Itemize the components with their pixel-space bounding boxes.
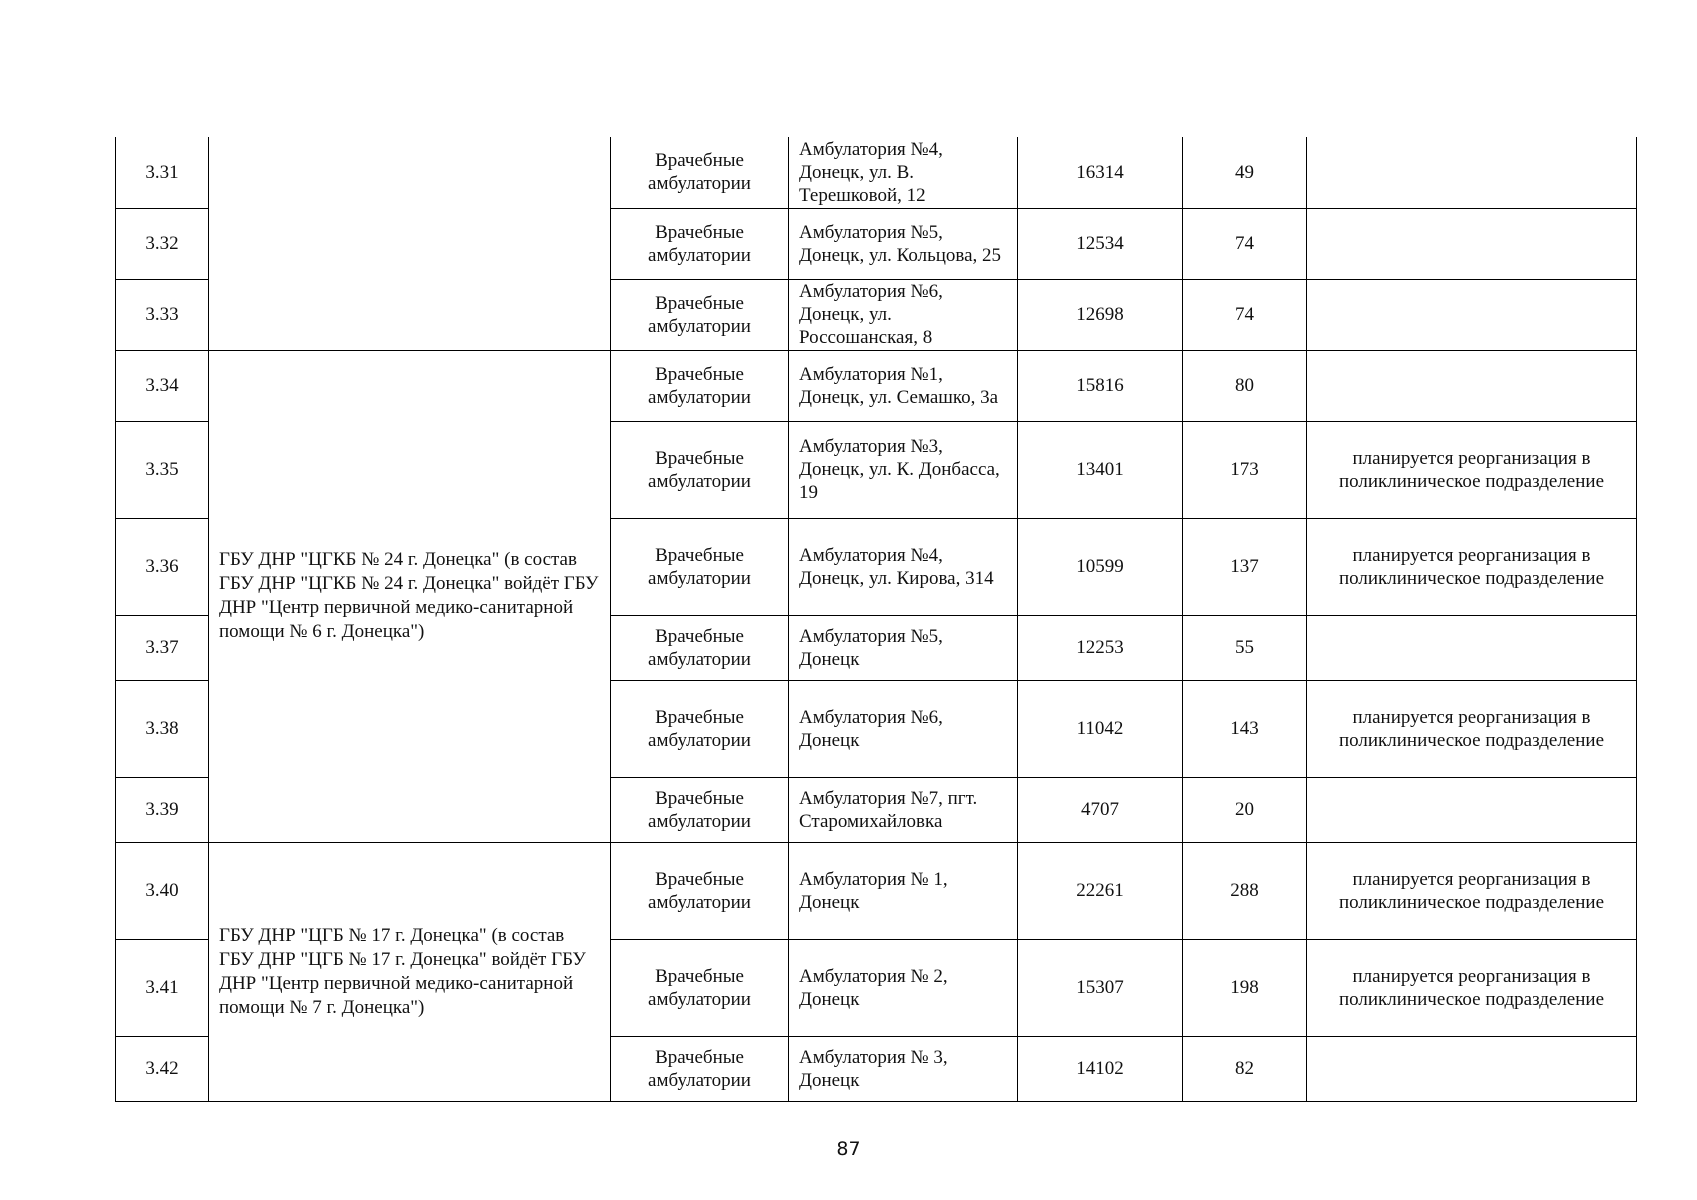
facility-type: Врачебные амбулатории bbox=[611, 1036, 789, 1101]
organization-cell bbox=[209, 137, 611, 350]
row-number: 3.38 bbox=[116, 680, 209, 777]
facility-address: Амбулатория №5, Донецк, ул. Кольцова, 25 bbox=[789, 208, 1018, 279]
visits-value: 49 bbox=[1183, 137, 1307, 208]
note-cell bbox=[1307, 777, 1637, 842]
facility-address: Амбулатория № 2, Донецк bbox=[789, 939, 1018, 1036]
visits-value: 74 bbox=[1183, 279, 1307, 350]
population-value: 11042 bbox=[1018, 680, 1183, 777]
facility-type: Врачебные амбулатории bbox=[611, 680, 789, 777]
table-row bbox=[116, 137, 1637, 208]
note-cell: планируется реорганизация в поликлиническое подразделение bbox=[1307, 842, 1637, 939]
facilities-table bbox=[115, 137, 1637, 1102]
facility-address: Амбулатория №7, пгт. Старомихайловка bbox=[789, 777, 1018, 842]
row-number: 3.32 bbox=[116, 208, 209, 279]
population-value: 16314 bbox=[1018, 137, 1183, 208]
note-cell: планируется реорганизация в поликлиническое подразделение bbox=[1307, 680, 1637, 777]
facility-type: Врачебные амбулатории bbox=[611, 518, 789, 615]
population-value: 22261 bbox=[1018, 842, 1183, 939]
row-number: 3.40 bbox=[116, 842, 209, 939]
facility-type: Врачебные амбулатории bbox=[611, 842, 789, 939]
note-cell: планируется реорганизация в поликлиническое подразделение bbox=[1307, 421, 1637, 518]
facility-address: Амбулатория № 3, Донецк bbox=[789, 1036, 1018, 1101]
facility-type: Врачебные амбулатории bbox=[611, 350, 789, 421]
row-number: 3.37 bbox=[116, 615, 209, 680]
visits-value: 82 bbox=[1183, 1036, 1307, 1101]
facility-type: Врачебные амбулатории bbox=[611, 777, 789, 842]
facility-address: Амбулатория №4, Донецк, ул. Кирова, 314 bbox=[789, 518, 1018, 615]
page-number: 87 bbox=[836, 1138, 861, 1160]
population-value: 12253 bbox=[1018, 615, 1183, 680]
row-number: 3.39 bbox=[116, 777, 209, 842]
facility-type: Врачебные амбулатории bbox=[611, 615, 789, 680]
population-value: 15816 bbox=[1018, 350, 1183, 421]
note-cell: планируется реорганизация в поликлиническое подразделение bbox=[1307, 518, 1637, 615]
note-cell bbox=[1307, 208, 1637, 279]
facility-address: Амбулатория №6, Донецк, ул. Россошанская, 8 bbox=[789, 279, 1018, 350]
visits-value: 137 bbox=[1183, 518, 1307, 615]
row-number: 3.41 bbox=[116, 939, 209, 1036]
population-value: 13401 bbox=[1018, 421, 1183, 518]
table-row bbox=[116, 842, 1637, 939]
visits-value: 143 bbox=[1183, 680, 1307, 777]
note-cell bbox=[1307, 137, 1637, 208]
facility-type: Врачебные амбулатории bbox=[611, 279, 789, 350]
row-number: 3.34 bbox=[116, 350, 209, 421]
row-number: 3.36 bbox=[116, 518, 209, 615]
visits-value: 20 bbox=[1183, 777, 1307, 842]
note-cell bbox=[1307, 1036, 1637, 1101]
organization-cell: ГБУ ДНР "ЦГБ № 17 г. Донецка" (в состав ГБУ ДНР "ЦГБ № 17 г. Донецка" войдёт ГБУ ДНР "Центр первичной медико-санитарной помощи № 7 г. Донецка") bbox=[209, 842, 611, 1101]
population-value: 14102 bbox=[1018, 1036, 1183, 1101]
facility-address: Амбулатория №6, Донецк bbox=[789, 680, 1018, 777]
note-cell bbox=[1307, 615, 1637, 680]
facility-type: Врачебные амбулатории bbox=[611, 137, 789, 208]
population-value: 4707 bbox=[1018, 777, 1183, 842]
population-value: 15307 bbox=[1018, 939, 1183, 1036]
note-cell: планируется реорганизация в поликлиническое подразделение bbox=[1307, 939, 1637, 1036]
population-value: 10599 bbox=[1018, 518, 1183, 615]
organization-cell: ГБУ ДНР "ЦГКБ № 24 г. Донецка" (в состав ГБУ ДНР "ЦГКБ № 24 г. Донецка" войдёт ГБУ ДНР "Центр первичной медико-санитарной помощи № 6 г. Донецка") bbox=[209, 350, 611, 842]
visits-value: 198 bbox=[1183, 939, 1307, 1036]
row-number: 3.31 bbox=[116, 137, 209, 208]
facility-address: Амбулатория №1, Донецк, ул. Семашко, 3а bbox=[789, 350, 1018, 421]
population-value: 12698 bbox=[1018, 279, 1183, 350]
visits-value: 80 bbox=[1183, 350, 1307, 421]
visits-value: 288 bbox=[1183, 842, 1307, 939]
row-number: 3.35 bbox=[116, 421, 209, 518]
facility-type: Врачебные амбулатории bbox=[611, 939, 789, 1036]
note-cell bbox=[1307, 350, 1637, 421]
visits-value: 173 bbox=[1183, 421, 1307, 518]
facility-address: Амбулатория №4, Донецк, ул. В. Терешковой, 12 bbox=[789, 137, 1018, 208]
note-cell bbox=[1307, 279, 1637, 350]
row-number: 3.42 bbox=[116, 1036, 209, 1101]
facility-type: Врачебные амбулатории bbox=[611, 421, 789, 518]
facility-address: Амбулатория № 1, Донецк bbox=[789, 842, 1018, 939]
visits-value: 74 bbox=[1183, 208, 1307, 279]
population-value: 12534 bbox=[1018, 208, 1183, 279]
facility-type: Врачебные амбулатории bbox=[611, 208, 789, 279]
visits-value: 55 bbox=[1183, 615, 1307, 680]
row-number: 3.33 bbox=[116, 279, 209, 350]
facility-address: Амбулатория №5, Донецк bbox=[789, 615, 1018, 680]
table-row bbox=[116, 350, 1637, 421]
facility-address: Амбулатория №3, Донецк, ул. К. Донбасса, 19 bbox=[789, 421, 1018, 518]
